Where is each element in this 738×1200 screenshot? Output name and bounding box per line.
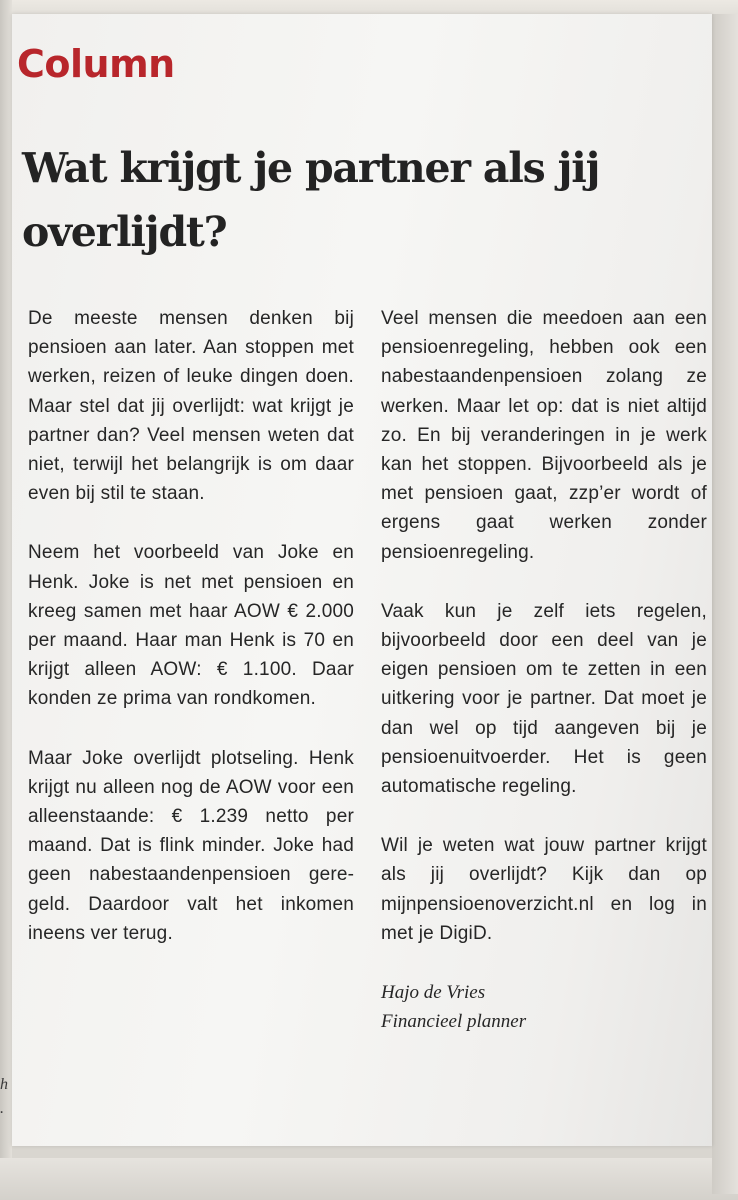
background-right xyxy=(712,14,738,1194)
background-bottom xyxy=(0,1158,738,1200)
author-name: Hajo de Vries xyxy=(381,982,486,1004)
headline: Wat krijgt je partner als jij overlijdt? xyxy=(22,144,600,256)
paragraph: Maar Joke overlijdt plotseling. Henk krijgt nu alleen nog de AOW voor een alleenstaande: € 1.239 netto per maand. Dat is flink minder. Joke had geen nabestaandenpensioen geregeld. Daardoor valt het inkomen ineens ver terug. xyxy=(28,747,354,944)
newspaper-clipping xyxy=(12,14,712,1146)
edge-fragment-1: h xyxy=(0,1076,8,1093)
section-label: Column xyxy=(17,42,175,86)
author-title: Financieel planner xyxy=(381,1011,527,1033)
background-left xyxy=(0,0,12,1200)
paragraph: De meeste mensen denken bij pensioen aan later. Aan stoppen met werken, reizen of leuke dingen doen. Maar stel dat jij overlijdt: wat krijgt je partner dan? Veel mensen weten dat niet, terwijl het belangrijk is om daar even bij stil te staan. xyxy=(28,308,354,505)
article-column-right xyxy=(381,304,707,1036)
article-column-left xyxy=(28,304,354,948)
paragraph: Neem het voorbeeld van Joke en Henk. Joke is net met pensioen en kreeg samen met haar AOW € 2.000 per maand. Haar man Henk is 70 en krijgt alleen AOW: € 1.100. Daar konden ze prima van rondkomen. xyxy=(28,542,354,710)
paragraph: Wil je weten wat jouw partner krijgt als jij overlijdt? Kijk dan op mijnpensioenoverzicht.nl en log in met je DigiD. xyxy=(381,835,707,944)
paragraph: Vaak kun je zelf iets regelen, bijvoorbeeld door een deel van je eigen pensioen om te zetten in een uitkering voor je partner. Dat moet je dan wel op tijd aangeven bij je pensioenuitvoerder. Het is geen automatische regeling. xyxy=(381,600,707,798)
author-signature xyxy=(381,978,707,1036)
paragraph: Veel mensen die meedoen aan een pensioenregeling, hebben ook een nabestaandenpensioen zolang ze werken. Maar let op: dat is niet altijd zo. En bij veranderingen in je werk kan het stoppen. Bijvoorbeeld als je met pensioen gaat, zzp’er wordt of ergens gaat werken zonder pensioenregeling. xyxy=(381,308,707,563)
edge-fragment-2: . xyxy=(0,1100,4,1117)
